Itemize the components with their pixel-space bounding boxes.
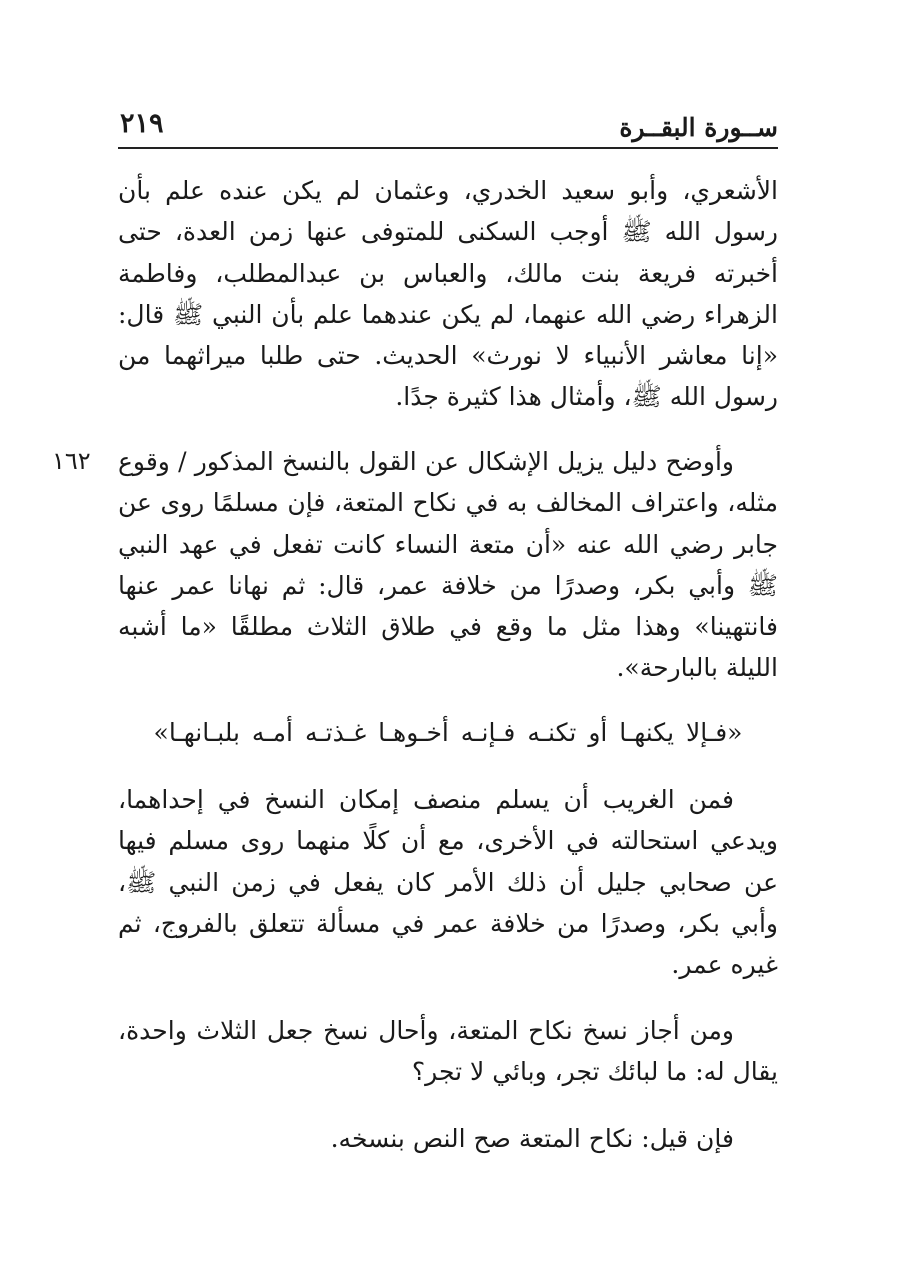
paragraph-1: الأشعري، وأبو سعيد الخدري، وعثمان لم يكن عنده علم بأن رسول الله ﷺ أوجب السكنى للمتوفى عنها زمن العدة، حتى أخبرته فريعة بنت مالك، والعباس بن عبدالمطلب، وفاطمة الزهراء رضي الله عنهما، لم يكن عندهما علم بأن النبي ﷺ قال: «إنا معاشر الأنبياء لا نورث» الحديث. حتى طلبا ميراثهما من رسول الله ﷺ، وأمثال هذا كثيرة جدًا.: [118, 176, 778, 412]
header-divider: [118, 147, 778, 149]
page-number: ٢١٩: [120, 108, 164, 139]
paragraph-3: فمن الغريب أن يسلم منصف إمكان النسخ في إحداهما، ويدعي استحالته في الأخرى، مع أن كلًا منهما روى مسلم فيها عن صحابي جليل أن ذلك الأمر كان يفعل في زمن النبي ﷺ، وأبي بكر، وصدرًا من خلافة عمر في مسألة تتعلق بالفروج، ثم غيره عمر.: [118, 785, 778, 980]
margin-page-reference: ١٦٢: [52, 447, 91, 475]
paragraph-2: وأوضح دليل يزيل الإشكال عن القول بالنسخ المذكور / وقوع مثله، واعتراف المخالف به في نكاح المتعة، فإن مسلمًا روى عن جابر رضي الله عنه «أن متعة النساء كانت تفعل في عهد النبي ﷺ وأبي بكر، وصدرًا من خلافة عمر، قال: ثم نهانا عمر عنها فانتهينا» وهذا مثل ما وقع في طلاق الثلاث مطلقًا «ما أشبه الليلة بالبارحة».: [118, 447, 778, 683]
paragraph-4: ومن أجاز نسخ نكاح المتعة، وأحال نسخ جعل الثلاث واحدة، يقال له: ما لبائك تجر، وبائي لا تجر؟: [118, 1016, 778, 1087]
paragraph-5: فإن قيل: نكاح المتعة صح النص بنسخه.: [330, 1124, 734, 1153]
surah-title: ســورة البقــرة: [619, 113, 778, 142]
poetry-verse: «فـإلا يكنهـا أو تكنـه فـإنـه أخـوهـا غـذتـه أمـه بلبـانهـا»: [153, 718, 743, 747]
page-header: [118, 104, 778, 144]
